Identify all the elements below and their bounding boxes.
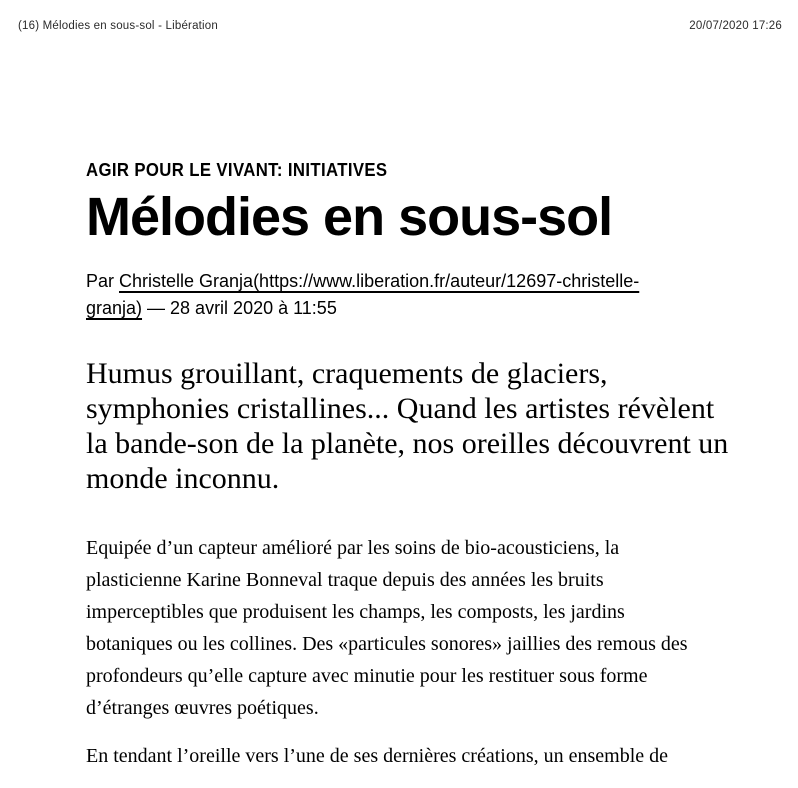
article-byline: [86, 268, 666, 322]
article-headline: Mélodies en sous-sol: [86, 186, 613, 247]
article-lead: Humus grouillant, craquements de glaciers, symphonies cristallines... Quand les artistes révèlent la bande-son de la planète, nos oreilles découvrent un monde inconnu.: [86, 356, 729, 495]
print-header-title: (16) Mélodies en sous-sol - Libération: [18, 20, 219, 32]
article-paragraph: En tendant l’oreille vers l’une de ses dernières créations, un ensemble de: [86, 744, 669, 767]
article: [86, 160, 776, 788]
print-header: [18, 20, 782, 32]
article-kicker: AGIR POUR LE VIVANT: INITIATIVES: [86, 160, 388, 180]
print-header-timestamp: 20/07/2020 17:26: [689, 20, 782, 32]
byline-prefix: Par: [86, 270, 120, 291]
byline-date: — 28 avril 2020 à 11:55: [142, 297, 337, 318]
author-link[interactable]: Christelle Granja(https://www.liberation.fr/auteur/12697-christelle-granja): [86, 270, 640, 318]
article-paragraph: Equipée d’un capteur amélioré par les soins de bio-acousticiens, la plasticienne Karine Bonneval traque depuis des années les bruits imperceptibles que produisent les champs, les composts, les jardins botaniques ou les collines. Des «particules sonores» jaillies des remous des profondeurs qu’elle capture avec minutie pour les restituer sous forme d’étranges œuvres poétiques.: [86, 536, 688, 719]
